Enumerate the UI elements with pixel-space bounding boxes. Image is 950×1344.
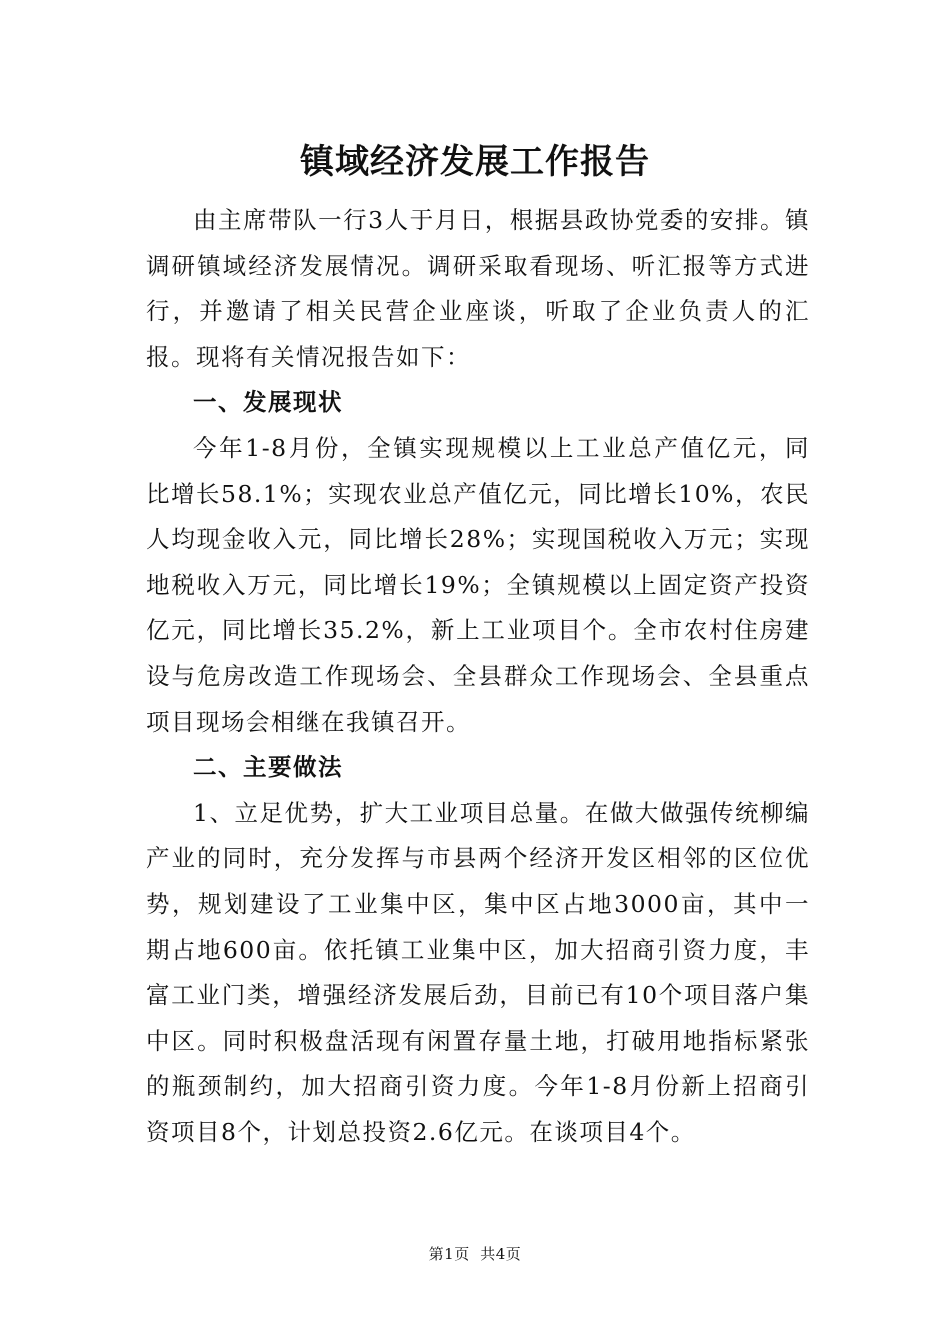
document-body: [146, 198, 810, 1155]
page-number: 第1页: [428, 1245, 470, 1263]
page-footer: [0, 1243, 950, 1264]
intro-paragraph: 由主席带队一行3人于月日，根据县政协党委的安排。镇调研镇域经济发展情况。调研采取看现场、听汇报等方式进行，并邀请了相关民营企业座谈，听取了企业负责人的汇报。现将有关情况报告如下：: [146, 206, 810, 371]
status-paragraph: 今年1-8月份，全镇实现规模以上工业总产值亿元，同比增长58.1%；实现农业总产值亿元，同比增长10%，农民人均现金收入元，同比增长28%；实现国税收入万元；实现地税收入万元，同比增长19%；全镇规模以上固定资产投资亿元，同比增长35.2%，新上工业项目个。全市农村住房建设与危房改造工作现场会、全县群众工作现场会、全县重点项目现场会相继在我镇召开。: [146, 433, 810, 736]
method-paragraph-1: 1、立足优势，扩大工业项目总量。在做大做强传统柳编产业的同时，充分发挥与市县两个经济开发区相邻的区位优势，规划建设了工业集中区，集中区占地3000亩，其中一期占地600亩。依托镇工业集中区，加大招商引资力度，丰富工业门类，增强经济发展后劲，目前已有10个项目落户集中区。同时积极盘活现有闲置存量土地，打破用地指标紧张的瓶颈制约，加大招商引资力度。今年1-8月份新上招商引资项目8个，计划总投资2.6亿元。在谈项目4个。: [146, 798, 810, 1146]
section-heading-methods: 二、主要做法: [193, 753, 343, 782]
page-total: 共4页: [480, 1245, 522, 1263]
section-heading-status: 一、发展现状: [193, 388, 343, 417]
document-title: 镇域经济发展工作报告: [300, 142, 650, 182]
